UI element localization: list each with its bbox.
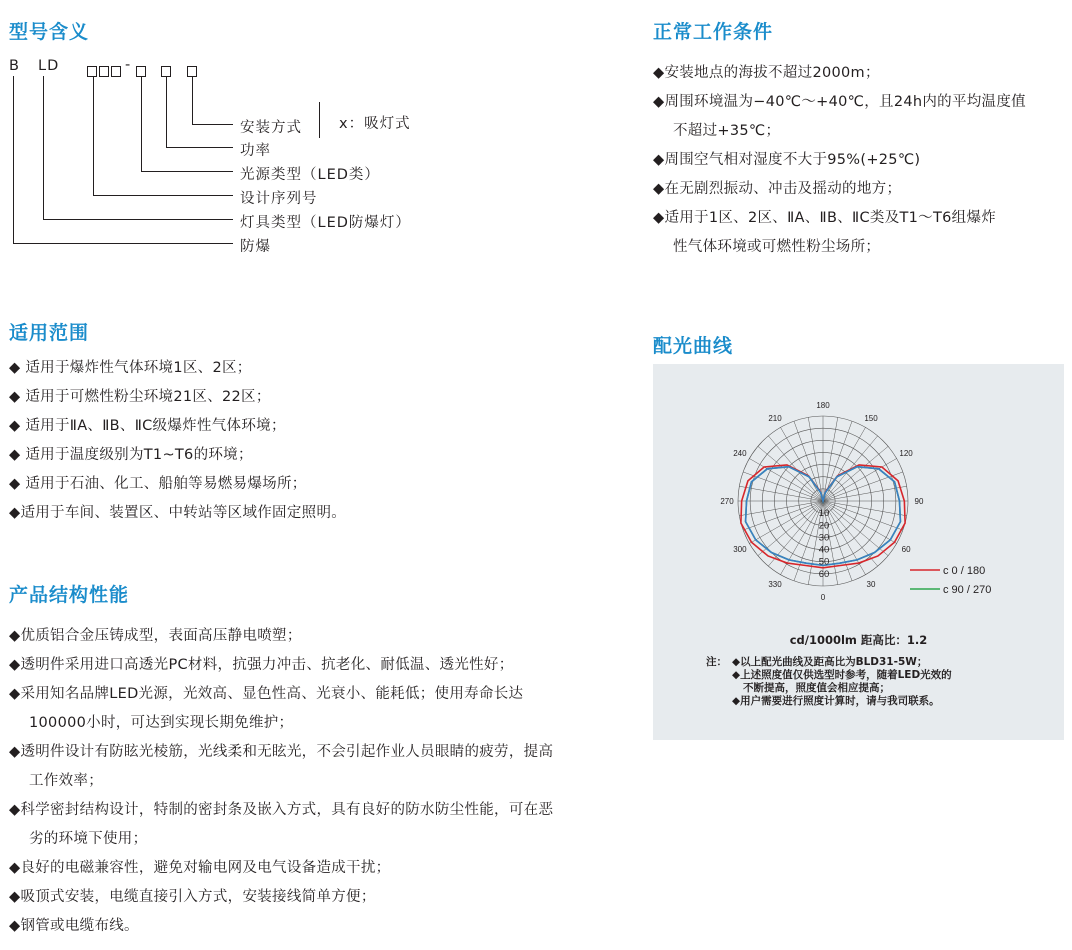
model-label-mount-value: x：吸灯式	[339, 116, 411, 132]
model-heading: 型号含义	[9, 21, 90, 43]
list-item: ◆吸顶式安装，电缆直接引入方式，安装接线简单方便；	[9, 889, 376, 905]
angle-label: 270	[720, 497, 734, 506]
list-item: ◆优质铝合金压铸成型，表面高压静电喷塑；	[9, 628, 302, 644]
model-code-box-power	[161, 61, 173, 80]
list-item: ◆ 适用于可燃性粉尘环境21区、22区；	[9, 389, 271, 405]
model-code-ld: LD	[38, 58, 60, 74]
model-code-box-source	[136, 61, 148, 80]
angle-label: 210	[768, 413, 782, 423]
list-item: ◆钢管或电缆布线。	[9, 918, 139, 934]
angle-label: 90	[914, 497, 924, 506]
polar-chart	[653, 364, 1064, 604]
legend-label: c 90 / 270	[943, 584, 992, 596]
model-label-fixture: 灯具类型（LED防爆灯）	[240, 215, 411, 231]
light-curve-panel	[653, 364, 1064, 740]
model-label-light-source: 光源类型（LED类）	[240, 167, 380, 183]
note-line: ◆上述照度值仅供选型时参考，随着LED光效的	[732, 669, 952, 681]
notes-list	[732, 656, 952, 708]
list-item-continued: 不超过+35℃；	[673, 123, 781, 139]
radial-label: 30	[818, 532, 830, 544]
model-label-power: 功率	[240, 143, 271, 159]
list-item: ◆科学密封结构设计，特制的密封条及嵌入方式，具有良好的防水防尘性能，可在恶	[9, 802, 554, 818]
note-line: ◆以上配光曲线及距高比为BLD31-5W；	[732, 656, 928, 668]
angle-label: 330	[768, 580, 782, 590]
light-curve-heading: 配光曲线	[653, 335, 734, 357]
list-item: ◆在无剧烈振动、冲击及摇动的地方；	[653, 181, 902, 197]
angle-label: 180	[816, 401, 830, 410]
model-code-box-mount	[187, 61, 199, 80]
scope-heading: 适用范围	[9, 322, 90, 344]
model-code-dash: -	[125, 57, 132, 73]
list-item-continued: 劣的环境下使用；	[29, 831, 148, 847]
list-item-continued: 工作效率；	[29, 773, 103, 789]
list-item: ◆ 适用于爆炸性气体环境1区、2区；	[9, 360, 252, 376]
list-item: ◆适用于车间、装置区、中转站等区域作固定照明。	[9, 505, 347, 521]
model-code-b: B	[9, 58, 20, 74]
angle-label: 150	[864, 413, 878, 423]
list-item: ◆采用知名品牌LED光源，光效高、显色性高、光衰小、能耗低；使用寿命长达	[9, 686, 524, 702]
model-label-mount: 安装方式	[240, 120, 302, 136]
list-item: ◆周围环境温为−40℃～+40℃，且24h内的平均温度值	[653, 94, 1026, 110]
list-item-continued: 100000小时，可达到实现长期免维护；	[29, 715, 294, 731]
conditions-heading: 正常工作条件	[653, 21, 774, 43]
angle-label: 0	[820, 593, 826, 602]
angle-label: 240	[733, 449, 747, 458]
radial-label: 40	[818, 544, 830, 556]
list-item: ◆良好的电磁兼容性，避免对输电网及电气设备造成干扰；	[9, 860, 391, 876]
list-item: ◆适用于1区、2区、ⅡA、ⅡB、ⅡC类及T1～T6组爆炸	[653, 210, 997, 226]
legend-label: c 0 / 180	[943, 565, 986, 577]
polar-legend	[910, 565, 991, 596]
list-item: ◆透明件采用进口高透光PC材料，抗强力冲击、抗老化、耐低温、透光性好；	[9, 657, 514, 673]
scope-list	[9, 354, 346, 528]
note-line: 不断提高，照度值会相应提高；	[743, 682, 890, 694]
radial-label: 50	[818, 556, 830, 568]
radial-label: 10	[818, 508, 830, 520]
list-item: ◆ 适用于石油、化工、船舶等易燃易爆场所；	[9, 476, 307, 492]
list-item: ◆ 适用于温度级别为T1~T6的环境；	[9, 447, 253, 463]
list-item-continued: 性气体环境或可燃性粉尘场所；	[673, 239, 881, 255]
angle-label: 120	[899, 449, 913, 458]
radial-label: 60	[818, 568, 830, 580]
distance-height-ratio: cd/1000lm 距高比：1.2	[789, 633, 928, 647]
angle-label: 60	[901, 545, 911, 554]
conditions-list	[653, 59, 1026, 262]
notes-prefix: 注：	[706, 656, 727, 668]
structure-list	[9, 622, 553, 941]
angle-label: 300	[733, 545, 747, 554]
radial-label: 20	[818, 520, 830, 532]
list-item: ◆ 适用于ⅡA、ⅡB、ⅡC级爆炸性气体环境；	[9, 418, 286, 434]
note-line: ◆用户需要进行照度计算时，请与我司联系。	[732, 695, 940, 707]
list-item: ◆周围空气相对湿度不大于95%(+25℃)	[653, 152, 921, 168]
structure-heading: 产品结构性能	[9, 584, 130, 606]
list-item: ◆透明件设计有防眩光棱筋，光线柔和无眩光，不会引起作业人员眼睛的疲劳，提高	[9, 744, 554, 760]
model-label-explosion: 防爆	[240, 239, 271, 255]
list-item: ◆安装地点的海拔不超过2000m；	[653, 65, 880, 81]
angle-label: 30	[866, 580, 876, 590]
model-label-serial: 设计序列号	[240, 191, 318, 207]
